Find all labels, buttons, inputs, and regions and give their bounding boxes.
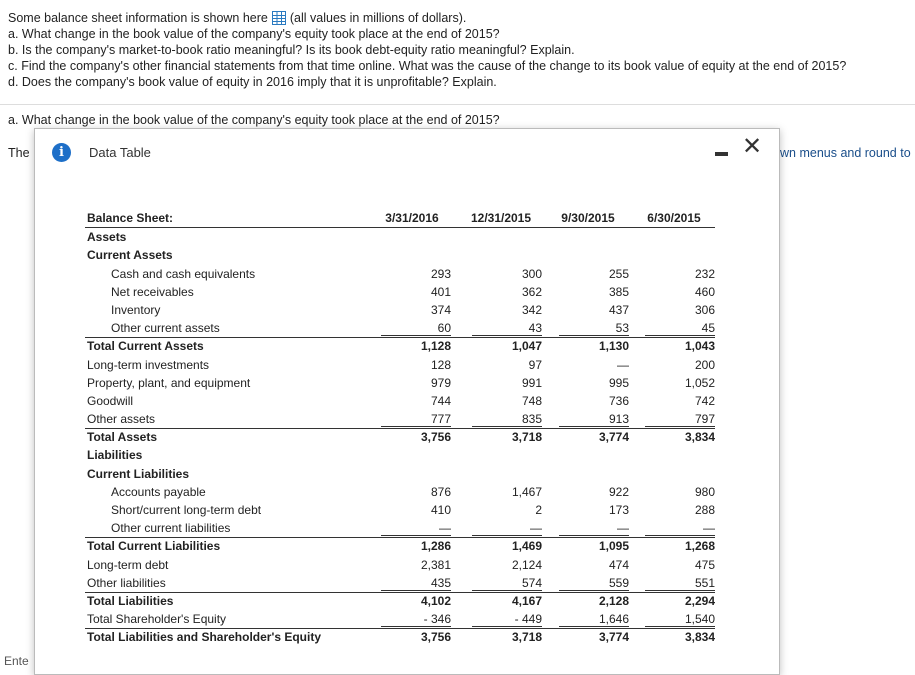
total-rule	[85, 592, 715, 593]
table-row	[85, 410, 715, 428]
intro-lead-suffix: (all values in millions of dollars).	[289, 11, 467, 25]
cell-value: 3,834	[684, 630, 715, 645]
cell-value: 45	[701, 321, 715, 336]
cell-value: 306	[694, 302, 715, 317]
subtotal-rule	[645, 335, 715, 336]
cell-value: 1,286	[420, 539, 451, 554]
row-label: Other current liabilities	[111, 521, 231, 536]
cell-value: 435	[430, 575, 451, 590]
cell-value: 1,052	[684, 375, 715, 390]
column-header: 9/30/2015	[561, 211, 615, 225]
cell-value: 551	[694, 575, 715, 590]
table-row	[85, 228, 715, 246]
cell-value: 3,774	[598, 630, 629, 645]
row-label: Cash and cash equivalents	[111, 266, 256, 281]
subtotal-rule	[381, 590, 451, 591]
table-row	[85, 574, 715, 592]
subtotal-rule	[472, 590, 542, 591]
table-header-row	[85, 209, 715, 228]
cell-value: 474	[608, 557, 629, 572]
table-row	[85, 428, 715, 446]
cell-value: 1,043	[684, 339, 715, 354]
cell-value: 232	[694, 266, 715, 281]
subtotal-rule	[381, 535, 451, 536]
subtotal-rule	[559, 626, 629, 627]
cell-value: 876	[430, 484, 451, 499]
cell-value: 362	[521, 284, 542, 299]
total-rule	[85, 628, 715, 629]
subtotal-rule	[472, 535, 542, 536]
row-label: Current Liabilities	[87, 466, 190, 481]
row-label: Other current assets	[111, 321, 220, 336]
column-header: 6/30/2015	[647, 211, 701, 225]
row-label: Total Liabilities and Shareholder's Equity	[87, 630, 322, 645]
cell-value: 3,756	[420, 630, 451, 645]
data-table-dialog	[34, 128, 780, 675]
dialog-title: Data Table	[89, 145, 151, 160]
cell-value: 835	[521, 412, 542, 427]
table-row	[85, 392, 715, 410]
cell-value: 995	[608, 375, 629, 390]
cell-value: 980	[694, 484, 715, 499]
column-header: 3/31/2016	[385, 211, 439, 225]
info-icon: i	[52, 143, 71, 162]
cell-value: 385	[608, 284, 629, 299]
cell-value: 288	[694, 503, 715, 517]
cell-value: —	[617, 357, 629, 372]
background-enter-text: Ente	[4, 654, 29, 668]
balance-sheet-table	[85, 209, 715, 647]
cell-value: 3,834	[684, 430, 715, 445]
table-row	[85, 337, 715, 355]
intro-lead-line	[8, 10, 846, 26]
cell-value: 1,047	[511, 339, 542, 354]
row-label: Other liabilities	[87, 575, 166, 590]
cell-value: 1,540	[684, 612, 715, 627]
subtotal-rule	[645, 535, 715, 536]
row-label: Property, plant, and equipment	[87, 375, 251, 390]
table-row	[85, 356, 715, 374]
row-label: Accounts payable	[111, 484, 206, 499]
background-text-left: The	[8, 146, 30, 160]
cell-value: —	[530, 521, 542, 536]
cell-value: 60	[437, 321, 451, 336]
row-label: Inventory	[111, 302, 161, 317]
question-c: c. Find the company's other financial statements from that time online. What was the cause of the change to its book value of equity at the end of 2015?	[8, 59, 847, 73]
cell-value: 53	[615, 321, 629, 336]
table-row	[85, 501, 715, 519]
row-label: Long-term debt	[87, 557, 169, 572]
cell-value: 3,718	[511, 630, 542, 645]
cell-value: 43	[528, 321, 542, 336]
cell-value: 574	[521, 575, 542, 590]
dialog-header	[35, 129, 779, 175]
table-row	[85, 319, 715, 337]
subtotal-rule	[559, 535, 629, 536]
close-button[interactable]: ✕	[741, 133, 763, 160]
row-label: Total Liabilities	[87, 593, 174, 608]
column-header: 12/31/2015	[470, 211, 532, 225]
subtotal-rule	[559, 335, 629, 336]
cell-value: 748	[521, 393, 542, 408]
cell-value: 1,646	[598, 612, 629, 627]
cell-value: 744	[430, 393, 451, 408]
row-label: Assets	[87, 230, 127, 245]
row-label: Total Current Liabilities	[87, 539, 221, 554]
cell-value: 437	[608, 302, 629, 317]
cell-value: 2,294	[684, 593, 715, 608]
cell-value: 797	[694, 412, 715, 427]
cell-value: 401	[430, 284, 451, 299]
row-label: Liabilities	[87, 448, 143, 463]
active-question: a. What change in the book value of the company's equity took place at the end of 2015?	[8, 113, 500, 127]
cell-value: 1,095	[598, 539, 629, 554]
cell-value: 1,268	[684, 539, 715, 554]
table-row	[85, 610, 715, 628]
cell-value: 2,128	[598, 593, 629, 608]
intro-lead-text: Some balance sheet information is shown here	[8, 11, 268, 25]
table-row	[85, 483, 715, 501]
cell-value: 2,124	[511, 557, 542, 572]
cell-value: 374	[430, 302, 451, 317]
subtotal-rule	[559, 426, 629, 427]
table-row	[85, 628, 715, 646]
cell-value: 3,774	[598, 430, 629, 445]
cell-value: 2,381	[420, 557, 451, 572]
row-label: Total Assets	[87, 430, 158, 445]
header-label: Balance Sheet:	[87, 211, 174, 225]
row-label: Total Current Assets	[87, 339, 204, 354]
row-label: Short/current long-term debt	[111, 503, 262, 517]
subtotal-rule	[472, 426, 542, 427]
cell-value: —	[703, 521, 715, 536]
cell-value: —	[617, 521, 629, 536]
subtotal-rule	[381, 626, 451, 627]
cell-value: 173	[608, 503, 629, 517]
cell-value: 200	[694, 357, 715, 372]
table-row	[85, 537, 715, 555]
minimize-button[interactable]	[713, 141, 729, 161]
total-rule	[85, 428, 715, 429]
subtotal-rule	[472, 626, 542, 627]
cell-value: 410	[430, 503, 451, 517]
cell-value: 475	[694, 557, 715, 572]
cell-value: 979	[430, 375, 451, 390]
cell-value: 4,167	[511, 593, 542, 608]
table-row	[85, 446, 715, 464]
cell-value: 1,130	[598, 339, 629, 354]
row-label: Total Shareholder's Equity	[87, 612, 227, 627]
cell-value: 293	[430, 266, 451, 281]
data-table-icon[interactable]	[272, 11, 286, 25]
table-row	[85, 246, 715, 264]
table-row	[85, 556, 715, 574]
subtotal-rule	[645, 426, 715, 427]
cell-value: 1,469	[511, 539, 542, 554]
cell-value: 97	[528, 357, 542, 372]
cell-value: 736	[608, 393, 629, 408]
subtotal-rule	[472, 335, 542, 336]
subtotal-rule	[645, 590, 715, 591]
background-text-right: wn menus and round to	[780, 146, 911, 160]
cell-value: - 449	[514, 612, 542, 627]
section-divider	[0, 104, 915, 105]
cell-value: 300	[521, 266, 542, 281]
cell-value: 3,756	[420, 430, 451, 445]
row-label: Other assets	[87, 412, 156, 427]
table-row	[85, 519, 715, 537]
cell-value: —	[439, 521, 451, 536]
cell-value: 777	[430, 412, 451, 427]
question-b: b. Is the company's market-to-book ratio meaningful? Is its book debt-equity ratio meaningful? Explain.	[8, 43, 575, 57]
question-a: a. What change in the book value of the company's equity took place at the end of 2015?	[8, 27, 500, 41]
cell-value: 1,467	[511, 484, 542, 499]
cell-value: 913	[608, 412, 629, 427]
cell-value: 2	[535, 503, 542, 517]
subtotal-rule	[559, 590, 629, 591]
cell-value: 922	[608, 484, 629, 499]
table-row	[85, 592, 715, 610]
cell-value: 342	[521, 302, 542, 317]
subtotal-rule	[645, 626, 715, 627]
row-label: Goodwill	[87, 393, 134, 408]
question-d: d. Does the company's book value of equity in 2016 imply that it is unprofitable? Explain.	[8, 75, 497, 89]
cell-value: 128	[430, 357, 451, 372]
row-label: Net receivables	[111, 284, 194, 299]
subtotal-rule	[381, 426, 451, 427]
question-intro	[8, 10, 846, 90]
subtotal-rule	[381, 335, 451, 336]
cell-value: 4,102	[420, 593, 451, 608]
row-label: Long-term investments	[87, 357, 210, 372]
table-row	[85, 283, 715, 301]
cell-value: 255	[608, 266, 629, 281]
table-row	[85, 265, 715, 283]
cell-value: 3,718	[511, 430, 542, 445]
cell-value: 991	[521, 375, 542, 390]
table-row	[85, 374, 715, 392]
total-rule	[85, 337, 715, 338]
cell-value: 1,128	[420, 339, 451, 354]
table-body	[85, 228, 715, 646]
total-rule	[85, 537, 715, 538]
cell-value: 460	[694, 284, 715, 299]
cell-value: 742	[694, 393, 715, 408]
cell-value: 559	[608, 575, 629, 590]
table-row	[85, 301, 715, 319]
table-row	[85, 465, 715, 483]
cell-value: - 346	[423, 612, 451, 627]
row-label: Current Assets	[87, 248, 173, 263]
